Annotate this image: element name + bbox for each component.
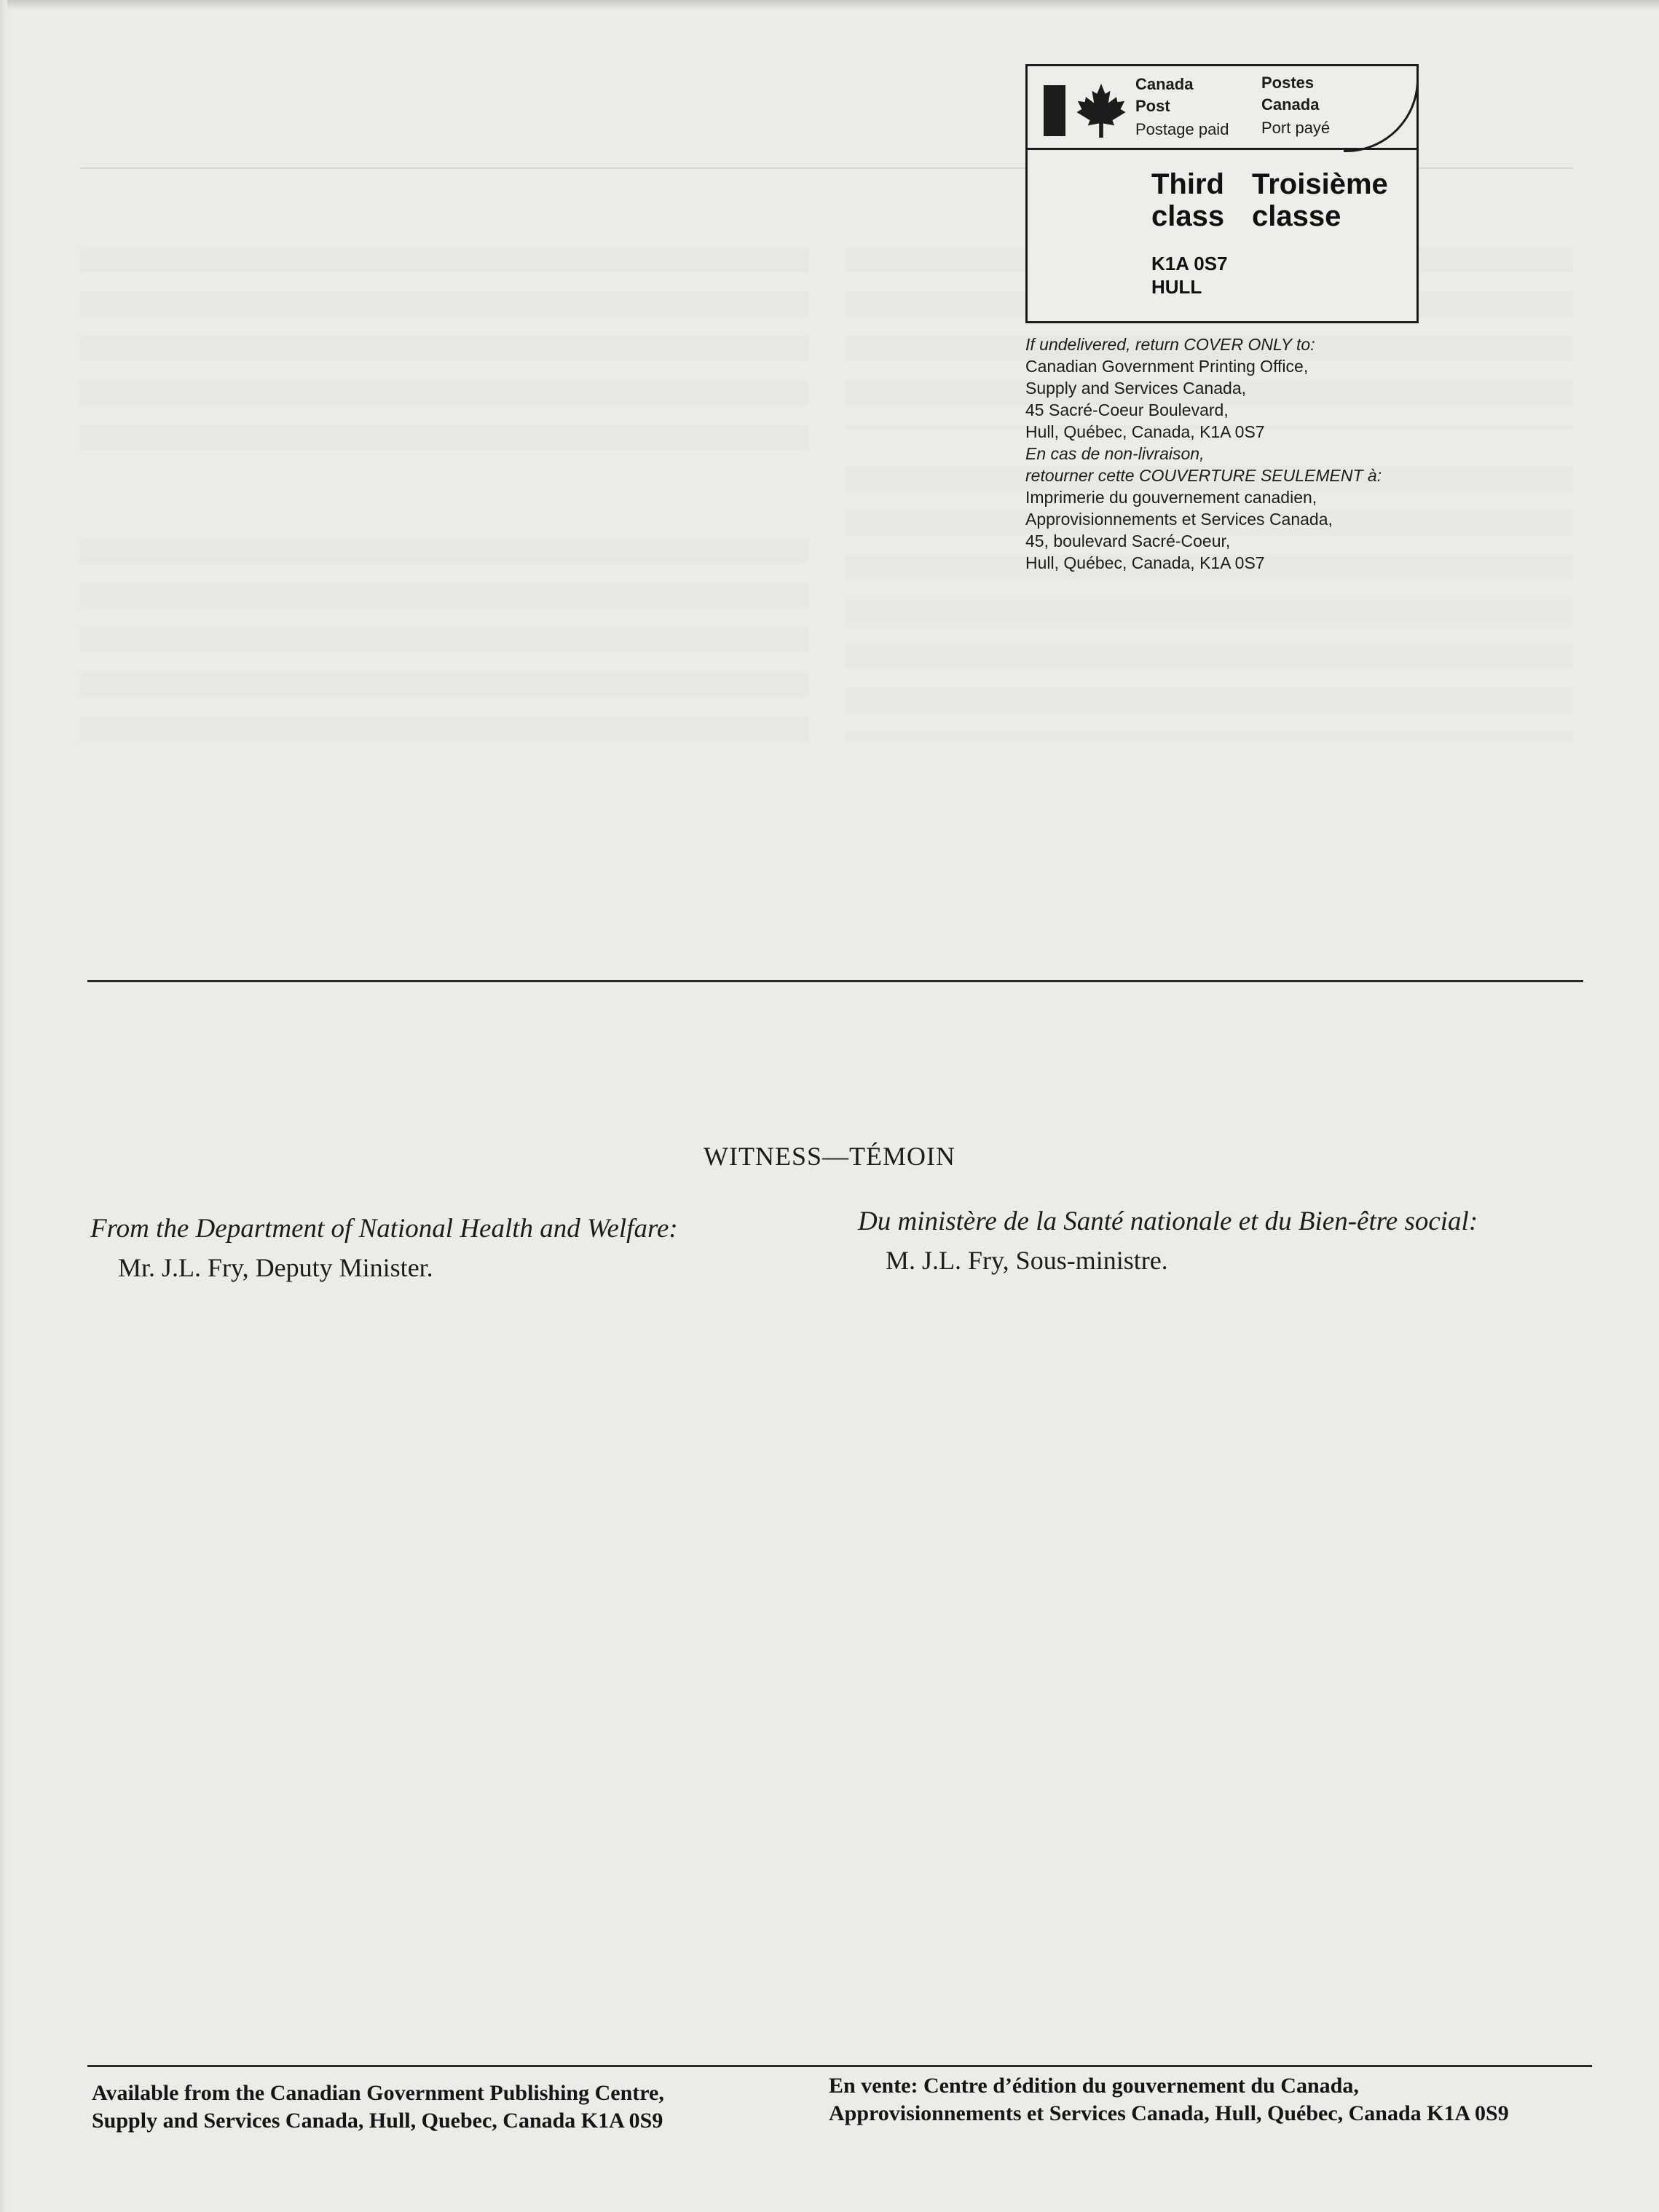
- return-line-fr-3: 45, boulevard Sacré-Coeur,: [1025, 532, 1231, 550]
- canada-post-en-line2: Post: [1135, 97, 1170, 115]
- witness-person-en: Mr. J.L. Fry, Deputy Minister.: [118, 1253, 433, 1282]
- department-fr: Du ministère de la Santé nationale et du Bien-être social:: [858, 1206, 1478, 1236]
- indicia-city: HULL: [1151, 276, 1202, 298]
- return-address: [1025, 333, 1535, 574]
- page-left-edge: [0, 0, 7, 2212]
- return-line-en-2: Supply and Services Canada,: [1025, 379, 1247, 398]
- witness-title: WITNESS—TÉMOIN: [704, 1142, 955, 1171]
- class-fr: [1252, 168, 1388, 232]
- page-top-edge: [0, 0, 1659, 10]
- witness-person-fr: M. J.L. Fry, Sous-ministre.: [886, 1246, 1168, 1275]
- canada-post-fr-line2: Canada: [1261, 95, 1320, 114]
- return-heading-fr-2: retourner cette COUVERTURE SEULEMENT à:: [1025, 466, 1382, 485]
- class-fr-line1: Troisième: [1252, 168, 1388, 200]
- maple-leaf-icon: [1076, 82, 1127, 139]
- return-line-en-4: Hull, Québec, Canada, K1A 0S7: [1025, 422, 1265, 441]
- footer-divider: [87, 2065, 1592, 2067]
- footer-fr: [829, 2072, 1509, 2128]
- canada-post-en: [1135, 74, 1193, 117]
- return-heading-en: If undelivered, return COVER ONLY to:: [1025, 335, 1315, 354]
- return-line-fr-2: Approvisionnements et Services Canada,: [1025, 510, 1333, 529]
- section-divider: [87, 980, 1583, 982]
- return-line-fr-4: Hull, Québec, Canada, K1A 0S7: [1025, 553, 1265, 572]
- class-en-line2: class: [1151, 200, 1225, 232]
- return-line-fr-1: Imprimerie du gouvernement canadien,: [1025, 488, 1317, 507]
- class-en-line1: Third: [1151, 168, 1224, 200]
- flag-bar: [1044, 85, 1065, 136]
- footer-en: [92, 2079, 664, 2135]
- return-line-en-3: 45 Sacré-Coeur Boulevard,: [1025, 400, 1229, 419]
- class-en: [1151, 168, 1224, 232]
- footer-fr-line1: En vente: Centre d’édition du gouvernement du Canada,: [829, 2074, 1359, 2098]
- return-heading-fr-1: En cas de non-livraison,: [1025, 444, 1205, 463]
- canada-post-fr-line1: Postes: [1261, 74, 1315, 92]
- class-fr-line2: classe: [1252, 200, 1341, 232]
- postal-indicia: [1025, 64, 1419, 323]
- department-en: From the Department of National Health and Welfare:: [90, 1214, 678, 1244]
- footer-en-line1: Available from the Canadian Government Publishing Centre,: [92, 2081, 664, 2105]
- postage-paid-fr: Port payé: [1261, 119, 1331, 137]
- canada-post-fr: [1261, 72, 1319, 116]
- indicia-postal-code: K1A 0S7: [1151, 253, 1228, 274]
- return-line-en-1: Canadian Government Printing Office,: [1025, 357, 1309, 376]
- footer-fr-line2: Approvisionnements et Services Canada, Hull, Québec, Canada K1A 0S9: [829, 2101, 1509, 2125]
- canada-post-en-line1: Canada: [1135, 75, 1194, 93]
- footer-en-line2: Supply and Services Canada, Hull, Quebec, Canada K1A 0S9: [92, 2109, 663, 2133]
- postage-paid-en: Postage paid: [1135, 120, 1229, 138]
